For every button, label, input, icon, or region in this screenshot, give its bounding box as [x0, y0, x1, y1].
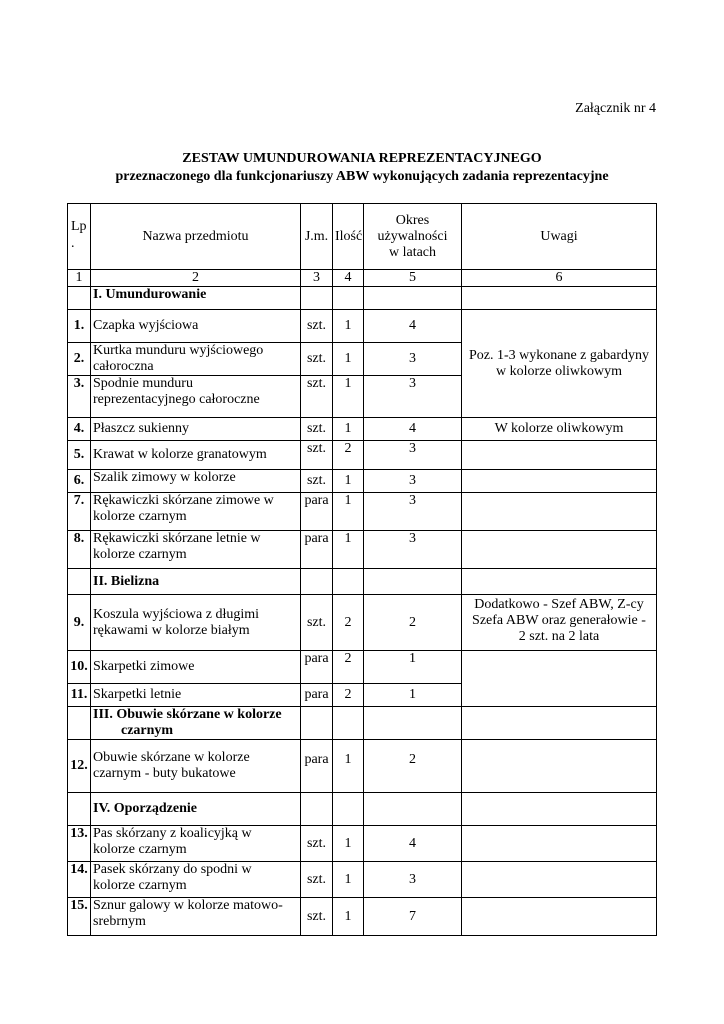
document-title	[0, 150, 724, 186]
section-title: III. Obuwie skórzane w kolorze czarnym	[91, 707, 301, 740]
item-qty: 1	[333, 310, 364, 343]
header-row	[68, 204, 657, 270]
item-name: Skarpetki zimowe	[91, 651, 301, 684]
item-qty: 1	[333, 470, 364, 493]
row-lp: 11.	[68, 684, 91, 707]
table-row	[68, 441, 657, 470]
header-period: Okres używalności w latach	[364, 204, 462, 270]
table-row	[68, 740, 657, 793]
item-period: 1	[364, 651, 462, 684]
header-unit: J.m.	[301, 204, 333, 270]
item-qty: 2	[333, 441, 364, 470]
row-lp: 4.	[68, 418, 91, 441]
item-unit: para	[301, 684, 333, 707]
item-unit: para	[301, 531, 333, 569]
item-qty: 1	[333, 376, 364, 418]
item-name: Kurtka munduru wyjściowego całoroczna	[91, 343, 301, 376]
item-qty: 1	[333, 898, 364, 936]
section-row-3	[68, 707, 657, 740]
item-period: 7	[364, 898, 462, 936]
column-number-row	[68, 270, 657, 287]
row-lp: 13.	[68, 826, 91, 862]
item-unit: szt.	[301, 470, 333, 493]
table-row	[68, 595, 657, 651]
section-title: IV. Oporządzenie	[91, 793, 301, 826]
table-row	[68, 470, 657, 493]
item-name: Szalik zimowy w kolorze	[91, 470, 301, 493]
item-unit: szt.	[301, 595, 333, 651]
item-unit: szt.	[301, 441, 333, 470]
item-name: Spodnie munduru reprezentacyjnego całoroczne	[91, 376, 301, 418]
row-lp: 1.	[68, 310, 91, 343]
colnum-5: 5	[364, 270, 462, 287]
row-lp: 14.	[68, 862, 91, 898]
header-name: Nazwa przedmiotu	[91, 204, 301, 270]
table-row	[68, 898, 657, 936]
colnum-2: 2	[91, 270, 301, 287]
item-name: Sznur galowy w kolorze matowo- srebrnym	[91, 898, 301, 936]
item-period: 3	[364, 531, 462, 569]
header-qty: Ilość	[333, 204, 364, 270]
table-row	[68, 493, 657, 531]
item-notes: W kolorze oliwkowym	[462, 418, 657, 441]
item-name: Rękawiczki skórzane zimowe w kolorze czarnym	[91, 493, 301, 531]
section-title: II. Bielizna	[91, 569, 301, 595]
item-unit: szt.	[301, 343, 333, 376]
item-name: Skarpetki letnie	[91, 684, 301, 707]
annex-label: Załącznik nr 4	[575, 101, 656, 116]
colnum-6: 6	[462, 270, 657, 287]
table-row	[68, 651, 657, 684]
item-period: 3	[364, 862, 462, 898]
item-qty: 1	[333, 826, 364, 862]
title-line-1: ZESTAW UMUNDUROWANIA REPREZENTACYJNEGO	[182, 151, 542, 166]
item-name: Czapka wyjściowa	[91, 310, 301, 343]
item-qty: 2	[333, 595, 364, 651]
row-lp: 9.	[68, 595, 91, 651]
header-lp: Lp .	[68, 204, 91, 270]
item-qty: 1	[333, 343, 364, 376]
table-row	[68, 531, 657, 569]
item-notes: Dodatkowo - Szef ABW, Z-cy Szefa ABW oraz generałowie - 2 szt. na 2 lata	[462, 595, 657, 651]
item-unit: szt.	[301, 898, 333, 936]
colnum-4: 4	[333, 270, 364, 287]
table-row	[68, 418, 657, 441]
item-qty: 1	[333, 418, 364, 441]
row-lp: 5.	[68, 441, 91, 470]
item-unit: szt.	[301, 310, 333, 343]
row-lp: 8.	[68, 531, 91, 569]
section-row-4	[68, 793, 657, 826]
item-period: 2	[364, 740, 462, 793]
item-unit: szt.	[301, 376, 333, 418]
section-row-2	[68, 569, 657, 595]
item-qty: 2	[333, 651, 364, 684]
item-notes: Poz. 1-3 wykonane z gabardyny w kolorze oliwkowym	[462, 310, 657, 418]
item-unit: para	[301, 651, 333, 684]
uniform-table	[67, 203, 657, 936]
item-period: 3	[364, 470, 462, 493]
item-period: 3	[364, 493, 462, 531]
row-lp: 2.	[68, 343, 91, 376]
item-name: Płaszcz sukienny	[91, 418, 301, 441]
item-name: Pas skórzany z koalicyjką w kolorze czarnym	[91, 826, 301, 862]
row-lp: 15.	[68, 898, 91, 936]
item-qty: 1	[333, 862, 364, 898]
item-unit: para	[301, 740, 333, 793]
item-period: 3	[364, 376, 462, 418]
table-row	[68, 310, 657, 343]
item-qty: 1	[333, 531, 364, 569]
item-period: 2	[364, 595, 462, 651]
item-unit: szt.	[301, 826, 333, 862]
item-period: 3	[364, 441, 462, 470]
table-row	[68, 826, 657, 862]
item-period: 4	[364, 310, 462, 343]
item-period: 1	[364, 684, 462, 707]
table-row	[68, 862, 657, 898]
item-unit: para	[301, 493, 333, 531]
header-notes: Uwagi	[462, 204, 657, 270]
item-qty: 1	[333, 740, 364, 793]
item-period: 4	[364, 826, 462, 862]
item-name: Krawat w kolorze granatowym	[91, 441, 301, 470]
row-lp: 12.	[68, 740, 91, 793]
item-name: Rękawiczki skórzane letnie w kolorze czarnym	[91, 531, 301, 569]
item-unit: szt.	[301, 418, 333, 441]
title-line-2: przeznaczonego dla funkcjonariuszy ABW wykonujących zadania reprezentacyjne	[115, 169, 609, 184]
item-qty: 2	[333, 684, 364, 707]
item-name: Obuwie skórzane w kolorze czarnym - buty bukatowe	[91, 740, 301, 793]
item-qty: 1	[333, 493, 364, 531]
colnum-3: 3	[301, 270, 333, 287]
item-name: Pasek skórzany do spodni w kolorze czarnym	[91, 862, 301, 898]
colnum-1: 1	[68, 270, 91, 287]
row-lp: 7.	[68, 493, 91, 531]
section-title: I. Umundurowanie	[91, 287, 301, 310]
item-unit: szt.	[301, 862, 333, 898]
item-period: 3	[364, 343, 462, 376]
row-lp: 10.	[68, 651, 91, 684]
row-lp: 6.	[68, 470, 91, 493]
row-lp: 3.	[68, 376, 91, 418]
item-period: 4	[364, 418, 462, 441]
item-name: Koszula wyjściowa z długimi rękawami w kolorze białym	[91, 595, 301, 651]
section-row-1	[68, 287, 657, 310]
